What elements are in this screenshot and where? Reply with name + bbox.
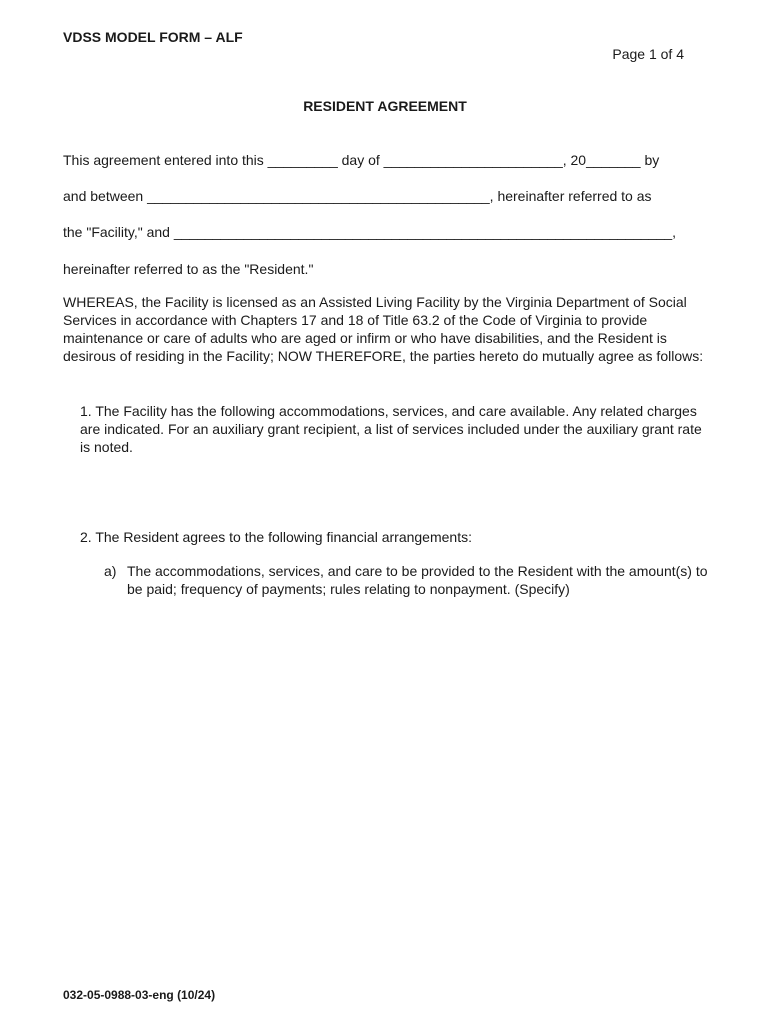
form-number: 032-05-0988-03-eng (10/24) [63, 988, 216, 1002]
resident-name-line: the "Facility," and ________________________________________________________________, [63, 224, 677, 240]
document-title: RESIDENT AGREEMENT [303, 98, 467, 114]
item-2a-specify [104, 562, 724, 598]
agreement-date-line: This agreement entered into this _________ day of _______________________, 20_______ by [63, 152, 660, 168]
item-2-financial: 2. The Resident agrees to the following financial arrangements: [80, 529, 472, 545]
resident-reference-line: hereinafter referred to as the "Resident." [63, 261, 314, 277]
item-1-accommodations: 1. The Facility has the following accommodations, services, and care available. Any related charges are indicated. For an auxiliary grant recipient, a list of services included under the auxiliary grant rate is noted. [80, 403, 702, 455]
form-name: VDSS MODEL FORM – ALF [63, 29, 243, 45]
whereas-paragraph: WHEREAS, the Facility is licensed as an Assisted Living Facility by the Virginia Department of Social Services in accordance with Chapters 17 and 18 of Title 63.2 of the Code of Virginia to provide maintenance or care of adults who are aged or infirm or who have disabilities, and the Resident is desirous of residing in the Facility; NOW THEREFORE, the parties hereto do mutually agree as follows: [63, 294, 704, 364]
facility-name-line: and between ____________________________________________, hereinafter referred to as [63, 188, 652, 204]
item-2a-text: The accommodations, services, and care to be provided to the Resident with the amount(s) to be paid; frequency of payments; rules relating to nonpayment. (Specify) [127, 563, 708, 597]
item-2a-marker: a) [104, 563, 117, 579]
page-indicator: Page 1 of 4 [612, 46, 684, 62]
